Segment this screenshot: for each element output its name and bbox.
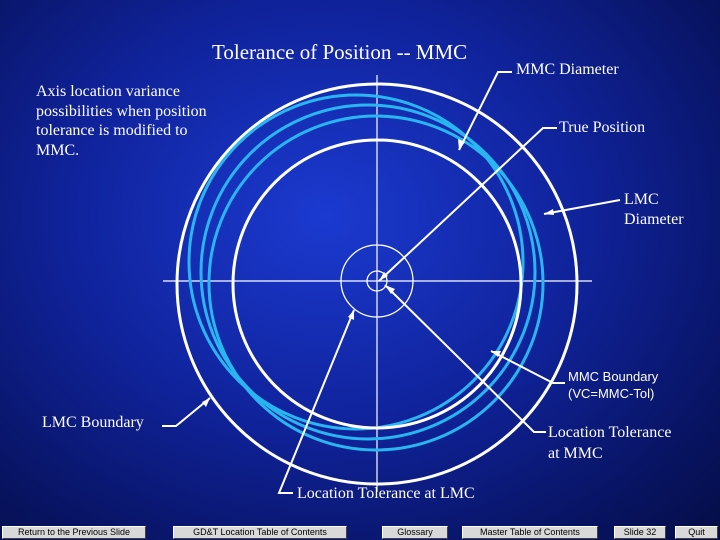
glossary-button[interactable]: Glossary: [382, 526, 448, 539]
lmc-boundary-arrowhead: [202, 398, 210, 407]
true-position-label: True Position: [559, 119, 646, 136]
location-toc-button[interactable]: GD&T Location Table of Contents: [173, 526, 347, 539]
return-previous-slide-button[interactable]: Return to the Previous Slide: [2, 526, 146, 539]
lmc-boundary-label: LMC Boundary: [42, 414, 144, 431]
lmc-diameter-label: LMC Diameter: [624, 191, 684, 228]
location-tolerance-lmc-leader: [279, 310, 354, 493]
slide-title: Tolerance of Position -- MMC: [212, 40, 468, 64]
location-tolerance-lmc-arrowhead: [348, 310, 354, 320]
navigation-bar: [0, 524, 720, 540]
axis-variance-note: Axis location variance possibilities when position tolerance is modified to MMC.: [36, 83, 207, 159]
mmc-boundary-label: MMC Boundary (VC=MMC-Tol): [568, 369, 659, 401]
location-tolerance-lmc-label: Location Tolerance at LMC: [297, 485, 475, 502]
mmc-diameter-label: MMC Diameter: [516, 61, 619, 78]
quit-button[interactable]: Quit: [675, 526, 718, 539]
master-toc-button[interactable]: Master Table of Contents: [462, 526, 598, 539]
location-tolerance-mmc-label: Location Tolerance at MMC: [548, 424, 672, 462]
location-tolerance-mmc-leader: [385, 285, 546, 432]
lmc-diameter-leader: [544, 200, 620, 214]
slide-number-button[interactable]: Slide 32: [614, 526, 666, 539]
lmc-diameter-arrowhead: [544, 209, 554, 215]
true-position-leader: [379, 128, 557, 281]
